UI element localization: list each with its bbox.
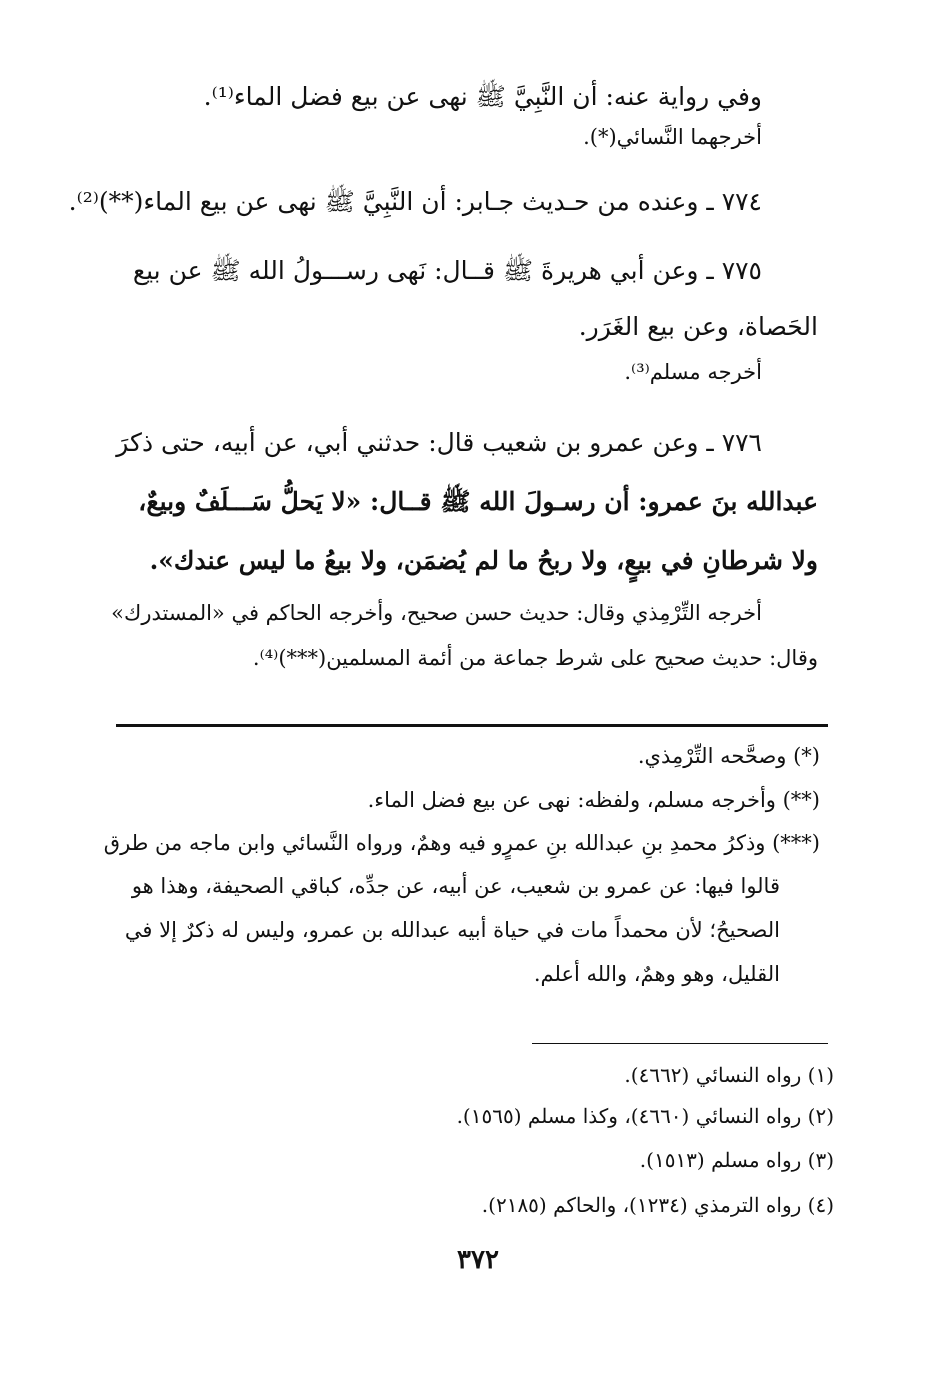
page-number: ٣٧٢ xyxy=(457,1245,499,1275)
hadith-776-line-1: ٧٧٦ ـ وعن عمرو بن شعيب قال: حدثني أبي، عن أبيه، حتى ذكرَ xyxy=(116,428,762,457)
footnote-1: (١) رواه النسائي (٤٦٦٢). xyxy=(624,1063,834,1087)
notes-separator-rule xyxy=(116,724,828,727)
hadith-775-line-2: الحَصاة، وعن بيع الغَرَر. xyxy=(578,312,818,341)
note-single-star: (*) وصحَّحه التِّرْمِذي. xyxy=(637,744,820,768)
footnote-3: (٣) رواه مسلم (١٥١٣). xyxy=(639,1148,834,1172)
hadith-775-reference: أخرجه مسلم⁽³⁾. xyxy=(624,360,762,384)
hadith-776-line-3: ولا شرطانِ في بيعٍ، ولا ربحُ ما لم يُضمَن، ولا بيعُ ما ليس عندك». xyxy=(149,546,818,575)
footnotes-separator-rule xyxy=(532,1043,828,1044)
hadith-774: ٧٧٤ ـ وعنده من حـديث جـابر: أن النَّبِيَّ ﷺ نهى عن بيع الماء(**)⁽²⁾. xyxy=(68,187,762,216)
hadith-776-reference-line-2: وقال: حديث صحيح على شرط جماعة من أئمة المسلمين(***)⁽⁴⁾. xyxy=(252,646,818,670)
footnote-2: (٢) رواه النسائي (٤٦٦٠)، وكذا مسلم (١٥٦٥). xyxy=(456,1104,834,1128)
hadith-775-line-1: ٧٧٥ ـ وعن أبي هريرةَ ﷺ قــال: نَهى رســـولُ الله ﷺ عن بيع xyxy=(132,256,762,285)
hadith-776-line-2: عبدالله بنَ عمرو: أن رسـولَ الله ﷺ قــال: «لا يَحلُّ سَـــلَفٌ وبيعٌ، xyxy=(138,487,818,516)
hadith-773-variant-line: وفي رواية عنه: أن النَّبِيَّ ﷺ نهى عن بيع فضل الماء⁽¹⁾. xyxy=(203,82,762,111)
note-triple-star-line-4: القليل، وهو وهمٌ، والله أعلم. xyxy=(533,962,780,986)
hadith-773-reference: أخرجهما النَّسائي(*). xyxy=(583,125,762,149)
note-triple-star-line-1: (***) وذكرُ محمدِ بنِ عبدالله بنِ عمرٍو فيه وهمٌ، ورواه النَّسائي وابن ماجه من طرق xyxy=(103,831,820,855)
hadith-776-reference-line-1: أخرجه التِّرْمِذي وقال: حديث حسن صحيح، وأخرجه الحاكم في «المستدرك» xyxy=(111,601,762,625)
note-triple-star-line-2: قالوا فيها: عن عمرو بن شعيب، عن أبيه، عن جدِّه، كباقي الصحيفة، وهذا هو xyxy=(131,874,780,898)
footnote-4: (٤) رواه الترمذي (١٢٣٤)، والحاكم (٢١٨٥). xyxy=(481,1193,834,1217)
note-triple-star-line-3: الصحيحُ؛ لأن محمداً مات في حياة أبيه عبدالله بن عمرو، وليس له ذكرٌ إلا في xyxy=(124,918,780,942)
note-double-star: (**) وأخرجه مسلم، ولفظه: نهى عن بيع فضل الماء. xyxy=(367,788,820,812)
